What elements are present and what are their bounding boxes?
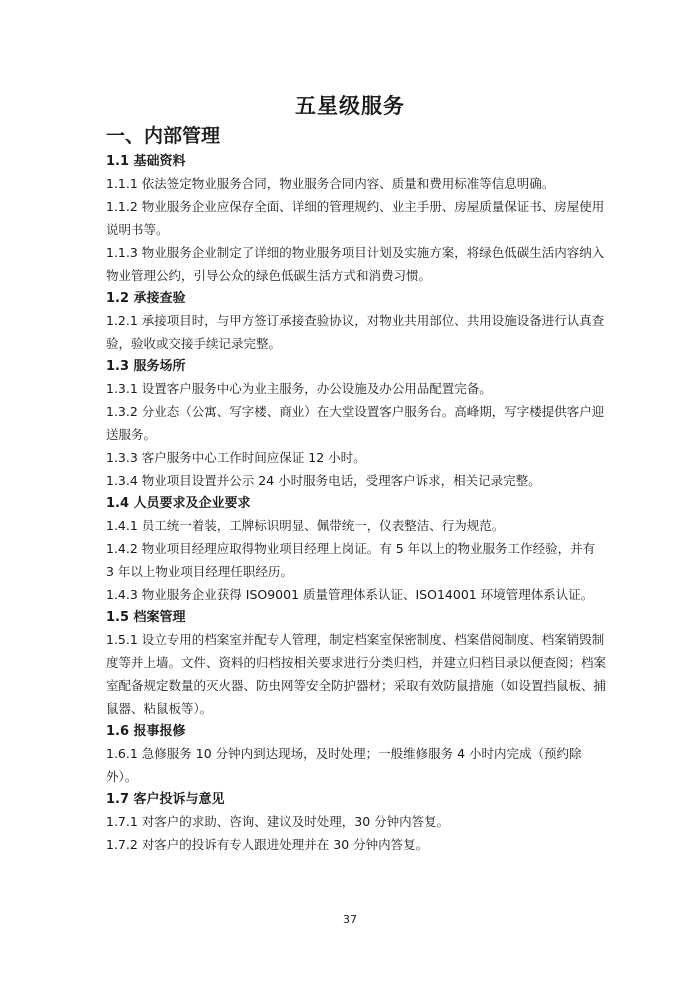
paragraph: 1.3.1 设置客户服务中心为业主服务，办公设施及办公用品配置完备。	[106, 381, 492, 396]
subsection-heading: 1.1 基础资料	[106, 154, 186, 169]
subsection-heading: 1.3 服务场所	[106, 359, 186, 374]
paragraph: 1.3.3 客户服务中心工作时间应保证 12 小时。	[106, 450, 366, 465]
paragraph: 1.4.2 物业项目经理应取得物业项目经理上岗证。有 5 年以上的物业服务工作经验，并有 3 年以上物业项目经理任职经历。	[106, 541, 596, 579]
paragraph: 1.7.1 对客户的求助、咨询、建议及时处理，30 分钟内答复。	[106, 814, 450, 829]
subsection-heading: 1.2 承接查验	[106, 291, 186, 306]
paragraph: 1.1.2 物业服务企业应保存全面、详细的管理规约、业主手册、房屋质量保证书、房屋使用说明书等。	[106, 199, 605, 237]
page-number: 37	[343, 913, 357, 926]
paragraph: 1.3.2 分业态（公寓、写字楼、商业）在大堂设置客户服务台。高峰期，写字楼提供客户迎送服务。	[106, 404, 605, 442]
section-title: 一、内部管理	[106, 125, 221, 147]
paragraph: 1.6.1 急修服务 10 分钟内到达现场，及时处理；一般维修服务 4 小时内完成（预约除外）。	[106, 746, 582, 784]
document-body	[106, 150, 606, 856]
subsection-heading: 1.5 档案管理	[106, 610, 186, 625]
page-title: 五星级服务	[295, 94, 405, 118]
paragraph: 1.1.3 物业服务企业制定了详细的物业服务项目计划及实施方案，将绿色低碳生活内容纳入物业管理公约，引导公众的绿色低碳生活方式和消费习惯。	[106, 245, 605, 283]
paragraph: 1.4.1 员工统一着装，工牌标识明显、佩带统一，仪表整洁、行为规范。	[106, 518, 505, 533]
paragraph: 1.4.3 物业服务企业获得 ISO9001 质量管理体系认证、ISO14001 环境管理体系认证。	[106, 587, 594, 602]
paragraph: 1.2.1 承接项目时，与甲方签订承接查验协议，对物业共用部位、共用设施设备进行认真查验，验收或交接手续记录完整。	[106, 313, 605, 351]
paragraph: 1.3.4 物业项目设置并公示 24 小时服务电话，受理客户诉求，相关记录完整。	[106, 473, 541, 488]
subsection-heading: 1.4 人员要求及企业要求	[106, 496, 251, 511]
subsection-heading: 1.7 客户投诉与意见	[106, 792, 225, 807]
paragraph: 1.5.1 设立专用的档案室并配专人管理，制定档案室保密制度、档案借阅制度、档案销毁制度等并上墙。文件、资料的归档按相关要求进行分类归档，并建立归档目录以便查阅；档案室配备规定数量的灭火器、防虫网等安全防护器材；采取有效防鼠措施（如设置挡鼠板、捕鼠器、粘鼠板等）。	[106, 632, 607, 716]
paragraph: 1.1.1 依法签定物业服务合同，物业服务合同内容、质量和费用标准等信息明确。	[106, 176, 555, 191]
subsection-heading: 1.6 报事报修	[106, 724, 186, 739]
paragraph: 1.7.2 对客户的投诉有专人跟进处理并在 30 分钟内答复。	[106, 837, 429, 852]
